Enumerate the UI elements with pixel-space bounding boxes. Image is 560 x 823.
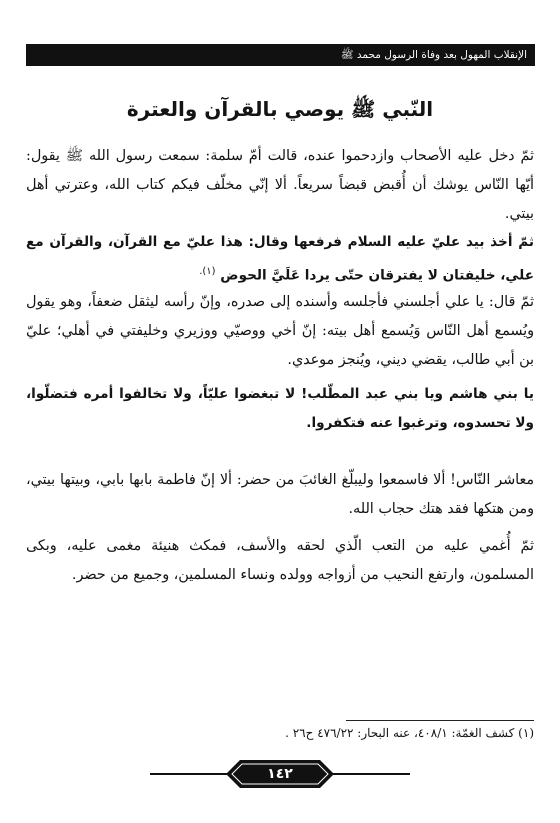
chapter-heading: النّبي ﷺ يوصي بالقرآن والعترة bbox=[126, 97, 434, 121]
page-number: ١٤٢ bbox=[267, 766, 293, 782]
running-header: الإنقلاب المهول بعد وفاة الرسول محمد ﷺ bbox=[305, 44, 535, 66]
footnote-divider bbox=[346, 720, 534, 721]
paragraph-3: ثمّ قال: يا علي أجلسني فأجلسه وأسنده إلى صدره، وإنّ رأسه ليثقل ضعفاً، وهو يقول ويُسمع أهل النّاس وَيُسمع أهل بيته: إنّ أخي ووصيّي ووزيري وخليفتي في أهلي؛ عليّ بن أبي طالب، يقضي ديني، ويُنجز موعدي. bbox=[26, 294, 534, 368]
paragraph-6: ثمّ أُغمي عليه من التعب الّذي لحقه والأسف، فمكث هنيئة مغمى عليه، وبكى المسلمون، وارتفع النحيب من أزواجه وولده ونساء المسلمين، وجميع من حضر. bbox=[26, 538, 534, 583]
paragraph-5: معاشر النّاس! ألا فاسمعوا وليبلّغ الغائبَ من حضر: ألا إنّ فاطمة بابها بابي، وبيتها بيتي، ومن هتكها فقد هتك حجاب الله. bbox=[26, 472, 534, 517]
paragraph-4-block bbox=[26, 380, 534, 438]
footnote-ref: (١). bbox=[199, 266, 216, 277]
paragraph-2-text: ثمّ أخذ بيد عليّ عليه السلام فرفعها وقال: هذا عليّ مع القرآن، والقرآن مع علي، خليفتان لا يفترقان حتّى يردا عَلَيَّ الحوض bbox=[26, 234, 534, 284]
paragraph-4: يا بني هاشم ويا بني عبد المطّلب! لا تبغضوا عليّاً، ولا تخالفوا أمره فتضلّوا، ولا تحسدوه، وترغبوا عنه فتكفروا. bbox=[26, 386, 534, 431]
footnote: (١) كشف الغمّة: ٤٠٨/١، عنه البحار: ٤٧٦/٢٢ ح٢٦ . bbox=[285, 726, 534, 740]
paragraph-2 bbox=[26, 228, 534, 291]
paragraph-6-block bbox=[26, 532, 534, 590]
paragraph-1-block bbox=[26, 142, 534, 229]
paragraph-5-block bbox=[26, 466, 534, 524]
paragraph-1: ثمّ دخل عليه الأصحاب وازدحموا عنده، قالت أمّ سلمة: سمعت رسول الله ﷺ يقول: أيّها النّاس يوشك أن أُقبض قبضاً سريعاً. ألا إنّي مخلّف فيكم كتاب الله، وعترتي أهل بيتي. bbox=[26, 148, 534, 222]
paragraph-2-block bbox=[26, 228, 534, 291]
paragraph-3-block bbox=[26, 288, 534, 375]
